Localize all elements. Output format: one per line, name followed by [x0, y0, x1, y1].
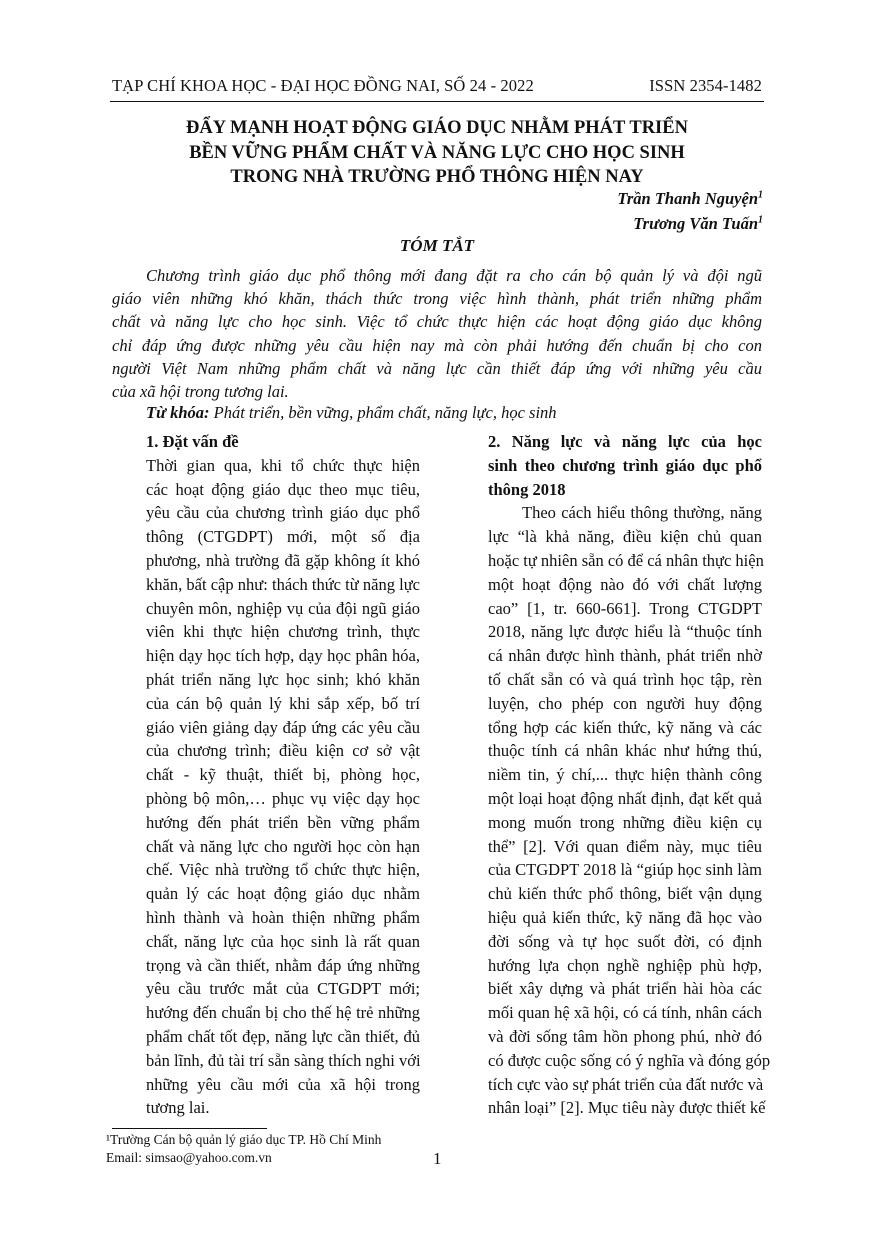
abstract-heading: TÓM TẮT: [399, 236, 475, 255]
body-line: hướng đến phát triển bền vững phẩm: [146, 812, 420, 832]
author-2: [633, 214, 763, 234]
body-line: hoặc tự nhiên sẵn có để cá nhân thực hiện: [488, 550, 764, 570]
paper-title: [112, 116, 762, 190]
abstract-line: giáo viên những khó khăn, thách thức trong việc hình thành, phát triển những phẩm: [112, 289, 762, 309]
body-line: Thời gian qua, khi tổ chức thực hiện: [146, 455, 420, 475]
body-line: 2018, năng lực được hiểu là “thuộc tính: [488, 622, 762, 642]
body-line: luyện, cho phép con người huy động: [488, 693, 762, 713]
footnote-email: Email: simsao@yahoo.com.vn: [106, 1150, 272, 1165]
page-number: 1: [433, 1149, 442, 1168]
body-line: và đời sống tâm hồn phong phú, nhờ đó: [488, 1026, 762, 1046]
body-line: của cán bộ quản lý khi sắp xếp, bố trí: [146, 693, 420, 713]
body-line: của chương trình; điều kiện cơ sở vật: [146, 741, 420, 761]
body-line: giáo viên giảng dạy đáp ứng các yêu cầu: [146, 717, 420, 737]
body-line: cá nhân được hình thành, phát triển nhờ: [488, 646, 762, 666]
keywords: [146, 403, 762, 423]
column-right: [488, 430, 771, 1120]
body-line: một hoạt động nào đó với chất lượng: [488, 574, 762, 594]
body-line: trọng và cần thiết, nhằm đáp ứng những: [146, 955, 420, 975]
body-line: thể” [2]. Với quan điểm này, mục tiêu: [488, 836, 762, 856]
body-line: biết xây dựng và phát triển hài hòa các: [488, 979, 762, 999]
column-left: [146, 430, 420, 1120]
body-line: quản lý các hoạt động giáo dục nhằm: [146, 884, 420, 904]
body-line: chất, năng lực của học sinh là rất quan: [146, 931, 420, 951]
body-line: yêu cầu của chương trình giáo dục phổ: [146, 503, 420, 523]
author-affil-mark: 1: [758, 189, 763, 201]
section-2-body: [488, 501, 771, 1120]
footnote-rule: [112, 1128, 267, 1129]
body-line: viên khi thực hiện chương trình, thực: [146, 622, 420, 642]
section-heading-2-line: thông 2018: [488, 479, 566, 499]
body-line: các hoạt động giáo dục theo mục tiêu,: [146, 479, 420, 499]
body-line: chủ kiến thức phổ thông, biết vận dụng: [488, 884, 762, 904]
body-line: chất và năng lực cho người học còn hạn: [146, 836, 420, 856]
abstract-body: [112, 264, 762, 403]
abstract-line: của xã hội trong tương lai.: [112, 382, 289, 402]
footnote: [106, 1131, 381, 1167]
body-line: hướng đến chuẩn bị cho thế hệ trẻ những: [146, 1003, 420, 1023]
body-line: hình thành và hoàn thiện những phẩm: [146, 907, 420, 927]
body-line: thông (CTGDPT) mới, một số địa: [146, 527, 420, 547]
body-line: mối quan hệ xã hội, có cá tính, nhân cách: [488, 1003, 762, 1023]
body-line: thuộc tính cá nhân khác như hứng thú,: [488, 741, 762, 761]
abstract-line: chất và năng lực cho học sinh. Việc tổ chức thực hiện các hoạt động giáo dục không: [112, 312, 762, 332]
body-line: hướng lựa chọn nghề nghiệp phù hợp,: [488, 955, 762, 975]
issn: ISSN 2354-1482: [649, 76, 762, 95]
keywords-text: Phát triển, bền vững, phẩm chất, năng lực, học sinh: [209, 403, 557, 422]
body-line: của CTGDPT 2018 là “giúp học sinh làm: [488, 860, 762, 880]
body-line: phòng bộ môn,… phục vụ việc dạy học: [146, 788, 420, 808]
footnote-affiliation: ¹Trường Cán bộ quản lý giáo dục TP. Hồ Chí Minh: [106, 1132, 382, 1147]
body-line: lực “là khả năng, điều kiện chủ quan: [488, 527, 762, 547]
body-line: đời sống và tự học suốt đời, có định: [488, 931, 762, 951]
body-line: Theo cách hiểu thông thường, năng: [522, 503, 762, 523]
section-heading-2-line: sinh theo chương trình giáo dục phổ: [488, 455, 762, 475]
author-name: Trần Thanh Nguyện: [617, 189, 758, 208]
keywords-label: Từ khóa:: [146, 403, 210, 422]
body-line: có được cuộc sống có ý nghĩa và đóng góp: [488, 1050, 771, 1070]
abstract-line: chỉ đáp ứng được những yêu cầu hiện nay mà còn phải hướng đến chuẩn bị cho con: [112, 335, 762, 355]
body-line: tố chất sẵn có và quá trình học tập, rèn: [488, 669, 762, 689]
body-line: một loại hoạt động nhất định, đạt kết quả: [488, 788, 762, 808]
body-line: phương, nhà trường đã gặp không ít khó: [146, 550, 420, 570]
section-heading-1: 1. Đặt vấn đề: [146, 432, 239, 451]
abstract-line: Chương trình giáo dục phổ thông mới đang đặt ra cho cán bộ quản lý và đội ngũ: [146, 266, 762, 285]
body-line: nhân loại” [2]. Mục tiêu này được thiết kế: [488, 1098, 766, 1118]
author-affil-mark: 1: [758, 214, 763, 226]
body-line: tổng hợp các kiến thức, kỹ năng và các: [488, 717, 762, 737]
body-line: cao” [1, tr. 660-661]. Trong CTGDPT: [488, 598, 762, 618]
body-line: những yêu cầu mới của xã hội trong: [146, 1074, 420, 1094]
header-rule: [110, 101, 764, 102]
title-line: BỀN VỮNG PHẨM CHẤT VÀ NĂNG LỰC CHO HỌC SINH: [189, 142, 685, 163]
body-line: bản lĩnh, đủ tài trí sẵn sàng thích nghi với: [146, 1050, 421, 1070]
body-line: mong muốn trong những điều kiện cụ: [488, 812, 762, 832]
body-line: hiệu quả kiến thức, kỹ năng đã học vào: [488, 907, 762, 927]
author-1: [617, 189, 763, 209]
body-line: chế. Việc nhà trường tổ chức thực hiện,: [146, 860, 420, 880]
body-line: yêu cầu trước mắt của CTGDPT mới;: [146, 979, 420, 999]
title-line: ĐẨY MẠNH HOẠT ĐỘNG GIÁO DỤC NHẰM PHÁT TRIỂN: [186, 118, 688, 138]
body-line: khăn, bất cập như: thách thức từ năng lực: [146, 574, 420, 594]
running-header: [112, 76, 762, 100]
abstract-line: người Việt Nam những phẩm chất và năng lực cần thiết đáp ứng với những yêu cầu: [112, 358, 762, 378]
body-line: tích cực vào sự phát triển của đất nước và: [488, 1074, 764, 1094]
body-line: chất - kỹ thuật, thiết bị, phòng học,: [146, 765, 420, 785]
journal-name: TẠP CHÍ KHOA HỌC - ĐẠI HỌC ĐỒNG NAI, SỐ 24 - 2022: [112, 76, 534, 95]
section-1-body: [146, 454, 420, 1120]
author-name: Trương Văn Tuấn: [633, 214, 758, 233]
body-line: phát triển năng lực học sinh; khó khăn: [146, 669, 420, 689]
section-heading-2-line: 2. Năng lực và năng lực của học: [488, 432, 762, 451]
body-line: hiện dạy học tích hợp, dạy học phân hóa,: [146, 646, 420, 666]
body-line: tương lai.: [146, 1098, 210, 1118]
body-line: phẩm chất tốt đẹp, năng lực cần thiết, đủ: [146, 1026, 420, 1046]
body-line: chuyên môn, nghiệp vụ của đội ngũ giáo: [146, 598, 420, 618]
title-line: TRONG NHÀ TRƯỜNG PHỔ THÔNG HIỆN NAY: [230, 167, 644, 187]
body-line: niềm tin, ý chí,... thực hiện thành công: [488, 765, 762, 785]
